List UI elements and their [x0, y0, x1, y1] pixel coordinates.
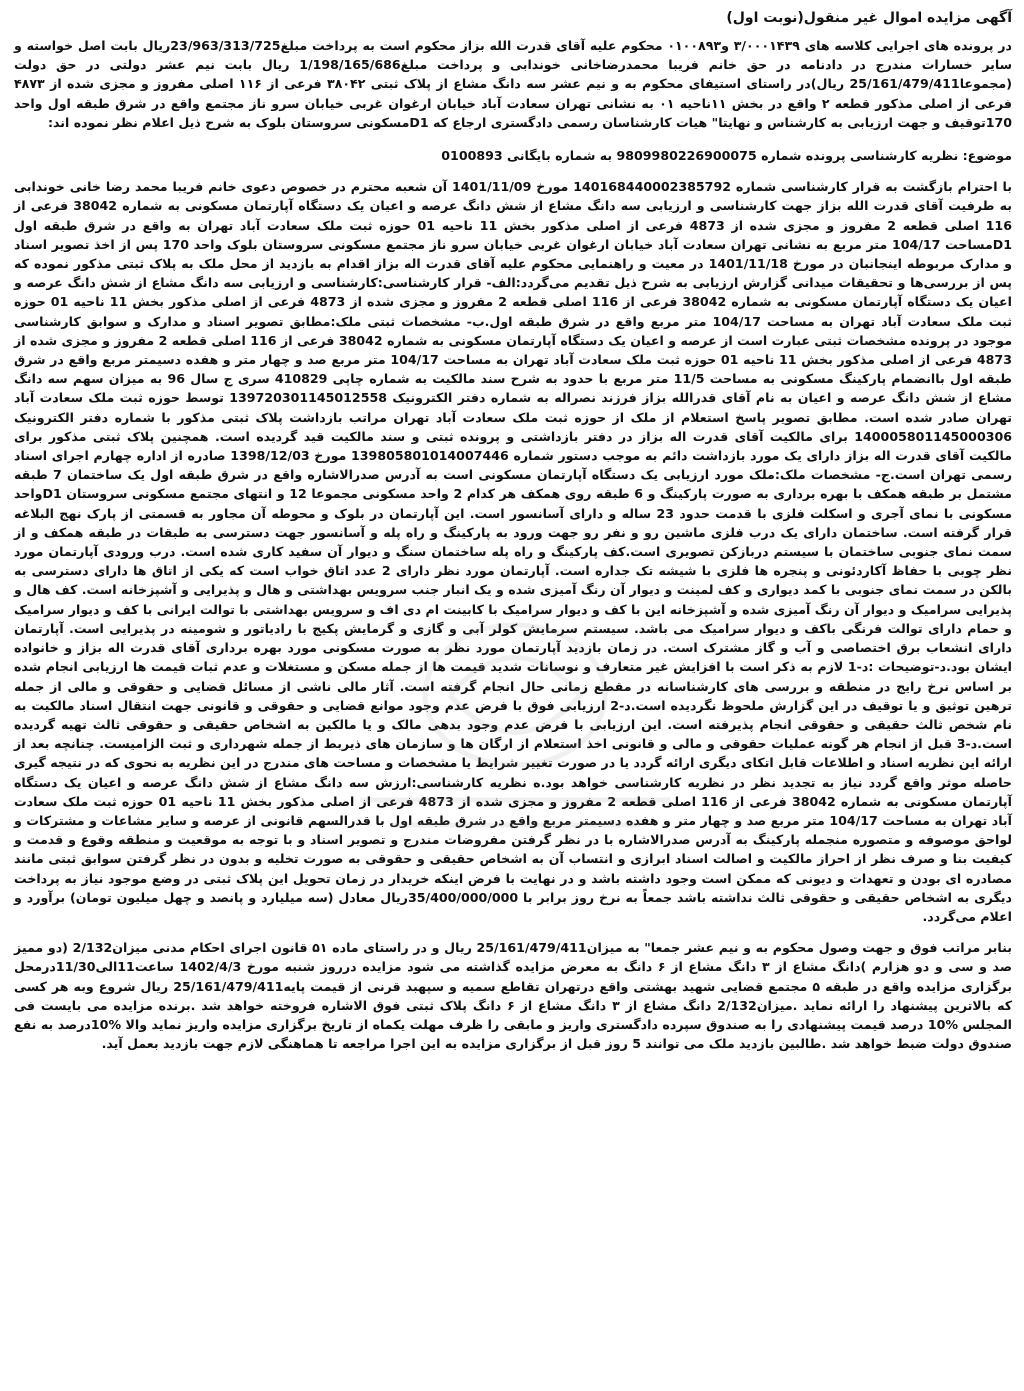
notice-title: آگهی مزایده اموال غیر منقول(نوبت اول)	[726, 10, 1012, 26]
notice-subject-line: موضوع: نظریه کارشناسی پرونده شماره 9809980226900075 به شماره بایگانی 0100893	[441, 148, 1012, 164]
notice-intro-paragraph: در پرونده های اجرایی کلاسه های ۳/۰۰۰۱۴۳۹ و۰۱۰۰۸۹۳ محکوم علیه آقای قدرت الله بزاز محکوم است به پرداخت مبلغ23/963/313/725ریال بابت اصل خواسته و سایر خسارات مندرج در دادنامه در حق خانم فریبا محمدرضاخانی خوندابی و پرداخت مبلغ1/198/165/686 ریال بابت نیم عشر دولتی در حق دولت (مجموعا25/161/479/411 ریال)در راستای استیفای محکوم به و نیم عشر سه دانگ مشاع از پلاک ثبتی ۳۸۰۴۲ فرعی از ۱۱۶ اصلی مفروز و مجزی شده از ۴۸۷۳ فرعی از اصلی مذکور قطعه ۲ واقع در بخش ۱۱ناحیه ۰۱ به نشانی تهران سعادت آباد خیابان ارغوان غربی خیابان سرو ناز مجتمع واقع در شرق طبقه اول واحد 170توقیف و جهت ارزیابی به کارشناس و نهایتا" هیات کارشناسان رسمی دادگستری ارجاع که D1مسکونی سروستان بلوک به شرح ذیل اعلام نظر نموده اند:	[14, 38, 1013, 130]
auction-terms-paragraph: بنابر مراتب فوق و جهت وصول محکوم به و نیم عشر جمعا" به میزان25/161/479/411 ریال و در راستای ماده ۵۱ قانون اجرای احکام مدنی میزان2/132 (دو ممیز صد و سی و دو هزارم )دانگ مشاع از ۳ دانگ مشاع از ۶ دانگ به معرض مزایده گذاشته می شود مزایده درروز شنبه مورخ 1402/4/3 ساعت11الی11/30درمحل برگزاری مزایده واقع در طبقه ۵ مجتمع قضایی شهید بهشتی واقع درتهران تقاطع سمیه و سپهبد قرنی از قیمت پایه25/161/479/411 ریال شروع وبه هر کسی که بالاترین پیشنهاد را ارائه نماید .میزان2/132 دانگ مشاع از ۳ دانگ مشاع از ۶ دانگ پلاک ثبتی فوق الاشاره فروخته خواهد شد .برنده مزایده می بایست فی المجلس %10 درصد قیمت پیشنهادی را به صندوق سپرده دادگستری واریز و مابقی را ظرف مهلت یکماه از تاریخ برگزاری مزایده واریز نماید والا %10درصد به نفع صندوق دولت ضبط خواهد شد .طالبین بازدید ملک می توانند 5 روز قبل از برگزاری مزایده به این اجرا مراجعه تا هماهنگی لازم جهت بازدید بعمل آید.	[14, 940, 1013, 1052]
expert-report-paragraph: با احترام بازگشت به قرار کارشناسی شماره 140168440002385792 مورخ 1401/11/09 آن شعبه محترم در خصوص دعوی خانم فریبا محمد رضا خانی خوندابی به طرفیت آقای قدرت الله بزاز جهت کارشناسی و ارزیابی سه دانگ مشاع از شش دانگ عرصه و اعیان یک دستگاه آپارتمان مسکونی به شماره 38042 فرعی از 116 اصلی قطعه 2 مفروز و مجزی شده از 4873 فرعی از اصلی مذکور بخش 11 ناحیه 01 حوزه ثبت ملک سعادت آباد تهران به واقع در شرق طبقه اول D1مساحت 104/17 متر مربع به نشانی تهران سعادت آباد خیابان ارغوان غربی خیابان سرو ناز مجتمع مسکونی سروستان بلوک واحد 170 پس از اخذ تصویر اسناد و مدارک مربوطه اینجانبان در مورخ 1401/11/18 در معیت و راهنمایی محکوم علیه آقای قدرت اله بزاز اقدام به بازدید از محل ملک به پلاک ثبتی مذکور نموده که پس از بررسی‌ها و تحقیقات میدانی گزارش ارزیابی به شرح ذیل تقدیم می‌گردد:الف- قرار کارشناسی:کارشناسی و ارزیابی سه دانگ مشاع از شش دانگ عرصه و اعیان یک دستگاه آپارتمان مسکونی به شماره 38042 فرعی از 116 اصلی قطعه 2 مفروز و مجزی شده از 4873 فرعی از اصلی مذکور بخش 11 ناحیه 01 حوزه ثبت ملک سعادت آباد تهران به مساحت 104/17 متر مربع واقع در شرق طبقه اول.ب- مشخصات ثبتی ملک:مطابق تصویر اسناد و مدارک و سوابق کارشناسی موجود در پرونده مشخصات ثبتی عبارت است از عرصه و اعیان یک دستگاه آپارتمان مسکونی به شماره 38042 فرعی از 116 اصلی قطعه 2 مفروز و مجزی شده از 4873 فرعی از اصلی مذکور بخش 11 ناحیه 01 حوزه ثبت ملک سعادت آباد تهران به مساحت 104/17 متر مربع صد و چهار متر و هفده دسیمتر مربع واقع در شرق طبقه اول باانضمام پارکینگ مسکونی به مساحت 11/5 متر مربع با حدود به شرح سند مالکیت به شماره چاپی 410829 سری ج سال 96 به میزان سهم سه دانگ مشاع از شش دانگ عرصه و اعیان به نام آقای قدرالله بزاز فرزند نصراله به شماره دفتر الکترونیک 139720301145012558 توسط حوزه ثبت ملک سعادت آباد تهران صادر شده است. مطابق تصویر پاسخ استعلام از ملک از حوزه ثبت ملک سعادت آباد تهران مراتب بازداشت پلاک ثبتی مذکور با شماره دفتر الکترونیک 140005801145000306 برای مالکیت آقای قدرت اله بزاز در دفتر بازداشتی و پرونده ثبتی و سند مالکیت قید گردیده است. همچنین پلاک ثبتی مذکور برای مالکیت آقای قدرت اله بزاز دارای یک مورد بازداشت دائم به موجب دستور شماره 139805801014007446 مورخ 1398/12/03 صادره از اداره چهارم اجرای اسناد رسمی تهران است.ج- مشخصات ملک:ملک مورد ارزیابی یک دستگاه آپارتمان مسکونی است به آدرس صدرالاشاره واقع در شرق طبقه اول یک ساختمان 7 طبقه مشتمل بر طبقه همکف با بهره برداری به صورت پارکینگ و 6 طبقه روی همکف هر کدام 2 واحد مسکونی مجموعا 12 و انتهای مجتمع مسکونی سروستان D1واحد مسکونی با نمای آجری و اسکلت فلزی با قدمت حدود 23 ساله و دارای آسانسور است. این آپارتمان در بلوک و محوطه آن مجاور به قسمتی از پارک نهج البلاغه قرار گرفته است. ساختمان دارای یک درب فلزی ماشین رو و نفر رو جهت ورود به پارکینگ و راه پله و آسانسور جهت دسترسی به طبقات در طبقه همکف و از سمت نمای جنوبی ساختمان با سیستم دربازکن تصویری است.کف پارکینگ و راه پله ساختمان سنگ و دیوار آن سفید کاری شده است. درب ورودی آپارتمان مورد نظر چوبی با حفاظ آکاردئونی و پنجره ها فلزی با شیشه تک جداره است. آپارتمان مورد نظر دارای 2 عدد اتاق خواب است که یکی از اتاق ها دارای دسترسی به بالکن در سمت نمای جنوبی با کمد دیواری و کف لمینت و دیوار آن رنگ آمیزی شده و یک انبار جنب سرویس بهداشتی و هال و پذیرایی و آشپزخانه است. کف هال و پذیرایی سرامیک و دیوار آن رنگ آمیزی شده و آشپزخانه این با کف و دیوار سرامیک با کابینت ام دی اف و سرویس بهداشتی با توالت ایرانی با کف و دیوار سرامیک و حمام دارای توالت فرنگی باکف و دیوار سرامیک می باشد. سیستم سرمایش کولر آبی و گازی و گرمایش پکیج با رادیاتور و شومینه در پذیرایی است. آپارتمان دارای انشعاب برق اختصاصی و آب و گاز مشترک است. در زمان بازدید آپارتمان مورد نظر به صورت مسکونی مورد بهره برداری آقای قدرت اله بزاز و خانواده ایشان بود.د-توضیحات :د-1 لازم به ذکر است با افزایش غیر متعارف و نوسانات شدید قیمت ها از جمله مسکن و مستغلات و عدم ثبات قیمت ها ارزیابی انجام شده بر اساس نرخ رایج در منطقه و بررسی های کارشناسانه در مقطع زمانی حال انجام گرفته است. آثار مالی ناشی از مسائل قضایی و حقوقی و مالی از جمله ترهین توثیق و یا توقیف در این گزارش ملحوظ نگردیده است.د-2 ارزیابی فوق با فرض عدم وجود موانع قضایی و حقوقی و قانونی جهت انتقال اسناد مالکیت به نام شخص ثالث حقیقی و حقوقی انجام پذیرفته است. این ارزیابی با فرض عدم وجود بدهی مالک و یا مالکین به اشخاص حقیقی و حقوقی ثالث تهیه گردیده است.د-3 قبل از انجام هر گونه عملیات حقوقی و مالی و قانونی اخذ استعلام از ارگان ها و سازمان های ذیربط از جمله شهرداری و ثبت الزامیست. چنانچه بعد از ارائه این نظریه اسناد و اطلاعات قابل اتکای دیگری ارائه گردد یا در صورت تغییر شرایط یا مشخصات و مساحت های مندرج در این نظریه به نحوی که در نتیجه گیری حاصله موثر واقع گردد نیاز به تجدید نظر در نظریه کارشناسی خواهد بود.ه نظریه کارشناسی:ارزش سه دانگ مشاع از شش دانگ عرصه و اعیان یک دستگاه آپارتمان مسکونی به شماره 38042 فرعی از 116 اصلی قطعه 2 مفروز و مجزی شده از 4873 فرعی از اصلی مذکور بخش 11 ناحیه 01 حوزه ثبت ملک سعادت آباد تهران به مساحت 104/17 متر مربع صد و چهار متر و هفده دسیمتر مربع واقع در شرق طبقه اول با قدرالسهم قانونی از عرصه و سایر مشاعات و مشترکات و لواحق موصوفه و متصوره منجمله پارکینگ به آدرس صدرالاشاره با در نظر گرفتن مفروضات مندرج و تصویر اسناد و با توجه به موقعیت و منطقه وقوع و قدمت و کیفیت بنا و صرف نظر از احراز مالکیت و اصالت اسناد ابرازی و انتساب آن به اشخاص حقیقی و حقوقی به صورت تخلیه و بدون در نظر گرفتن سوابق ثبتی مانند مصادره ای بودن و تعهدات و دیونی که ممکن است وجود داشته باشد و در نهایت با فرض اینکه خریدار در زمان تحویل این پلاک ثبتی در وضع موجود نیاز به پرداخت دیگری به اشخاص حقیقی و حقوقی ثالث نداشته باشد جمعاً به نرخ روز برابر با 35/400/000/000ریال معادل (سه میلیارد و پانصد و چهل میلیون تومان) برآورد و اعلام می‌گردد.	[14, 179, 1013, 924]
